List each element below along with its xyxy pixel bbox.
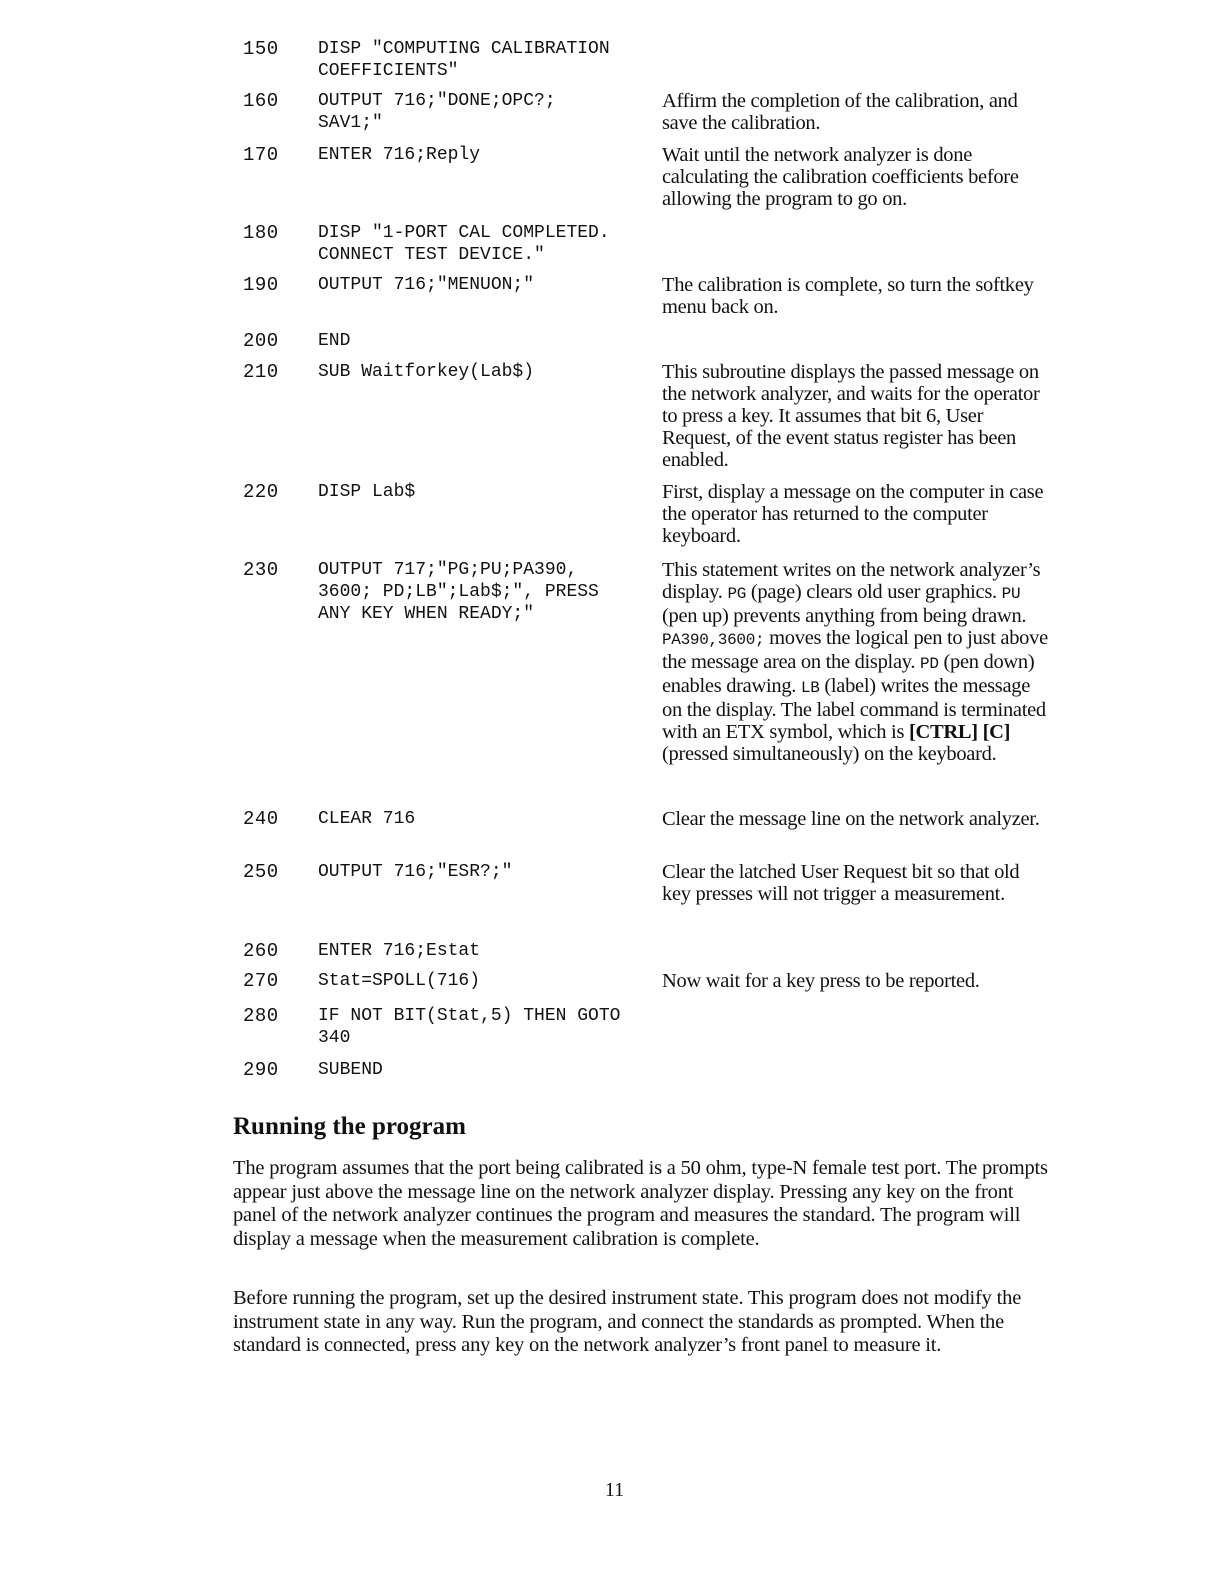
line-description: First, display a message on the computer in case the operator has returned to the computer keyboard.: [662, 481, 1044, 547]
command-lb: LB: [800, 679, 820, 697]
line-number: 180: [243, 222, 279, 244]
line-number: 290: [243, 1059, 279, 1081]
line-number: 260: [243, 940, 279, 962]
desc-text: (pen down) enables drawing.: [662, 651, 1035, 697]
desc-text: (page) clears old user graphics.: [746, 581, 1002, 603]
code-statement: CLEAR 716: [318, 809, 416, 829]
code-statement: DISP "1-PORT CAL COMPLETED. CONNECT TEST DEVICE.": [318, 223, 610, 265]
code-statement: ENTER 716;Estat: [318, 941, 481, 961]
code-statement: SUBEND: [318, 1060, 383, 1080]
desc-text: (pressed simultaneously) on the keyboard.: [662, 743, 997, 765]
line-description: The calibration is complete, so turn the softkey menu back on.: [662, 274, 1034, 318]
command-pd: PD: [920, 655, 939, 673]
code-statement: Stat=SPOLL(716): [318, 971, 481, 991]
line-number: 200: [243, 330, 279, 352]
desc-text: (pen up) prevents anything from being drawn.: [662, 605, 1027, 627]
page-number: 11: [604, 1479, 625, 1501]
section-heading: Running the program: [233, 1113, 466, 1140]
line-description: [662, 559, 1052, 765]
line-description: Wait until the network analyzer is done calculating the calibration coefficients before allowing the program to go on.: [662, 144, 1019, 210]
code-statement: END: [318, 331, 351, 351]
line-number: 230: [243, 559, 279, 581]
line-number: 220: [243, 481, 279, 503]
line-number: 150: [243, 38, 279, 60]
line-description: Clear the message line on the network analyzer.: [662, 808, 1040, 830]
code-statement: OUTPUT 716;"DONE;OPC?; SAV1;": [318, 91, 556, 133]
line-number: 250: [243, 861, 279, 883]
code-statement: DISP "COMPUTING CALIBRATION COEFFICIENTS": [318, 39, 610, 81]
line-number: 240: [243, 808, 279, 830]
line-description: Affirm the completion of the calibration, and save the calibration.: [662, 90, 1018, 134]
line-description: This subroutine displays the passed message on the network analyzer, and waits for the operator to press a key. It assumes that bit 6, User Request, of the event status register has been enabled.: [662, 361, 1040, 471]
command-pg: PG: [727, 585, 747, 603]
line-number: 190: [243, 274, 279, 296]
desc-text: moves the logical pen to just above the message area on the display.: [662, 627, 1048, 673]
code-statement: OUTPUT 717;"PG;PU;PA390, 3600; PD;LB";Lab$;", PRESS ANY KEY WHEN READY;": [318, 560, 599, 624]
code-statement: SUB Waitforkey(Lab$): [318, 362, 535, 382]
line-number: 160: [243, 90, 279, 112]
code-statement: IF NOT BIT(Stat,5) THEN GOTO 340: [318, 1006, 621, 1048]
line-number: 270: [243, 970, 279, 992]
command-pu: PU: [1001, 585, 1021, 603]
code-statement: OUTPUT 716;"MENUON;": [318, 275, 535, 295]
line-number: 210: [243, 361, 279, 383]
body-paragraph: Before running the program, set up the desired instrument state. This program does not modify the instrument state in any way. Run the program, and connect the standards as prompted. When the standard is connected, press any key on the network analyzer’s front panel to measure it.: [233, 1287, 1022, 1356]
line-description: Now wait for a key press to be reported.: [662, 970, 980, 992]
desc-text: (label) writes the message on the display. The label command is terminated with an ETX symbol, which is: [662, 675, 1046, 743]
code-statement: DISP Lab$: [318, 482, 416, 502]
line-number: 170: [243, 144, 279, 166]
desc-text: This statement writes on the network analyzer’s display.: [662, 559, 1041, 603]
code-statement: OUTPUT 716;"ESR?;": [318, 862, 513, 882]
body-paragraph: The program assumes that the port being calibrated is a 50 ohm, type-N female test port. The prompts appear just above the message line on the network analyzer display. Pressing any key on the front panel of the network analyzer continues the program and measures the standard. The program will display a message when the measurement calibration is complete.: [233, 1157, 1048, 1250]
line-number: 280: [243, 1005, 279, 1027]
code-statement: ENTER 716;Reply: [318, 145, 481, 165]
line-description: Clear the latched User Request bit so that old key presses will not trigger a measurement.: [662, 861, 1020, 905]
ctrl-c-keys: [CTRL] [C]: [908, 721, 1011, 743]
command-pa: PA390,3600;: [662, 631, 765, 649]
